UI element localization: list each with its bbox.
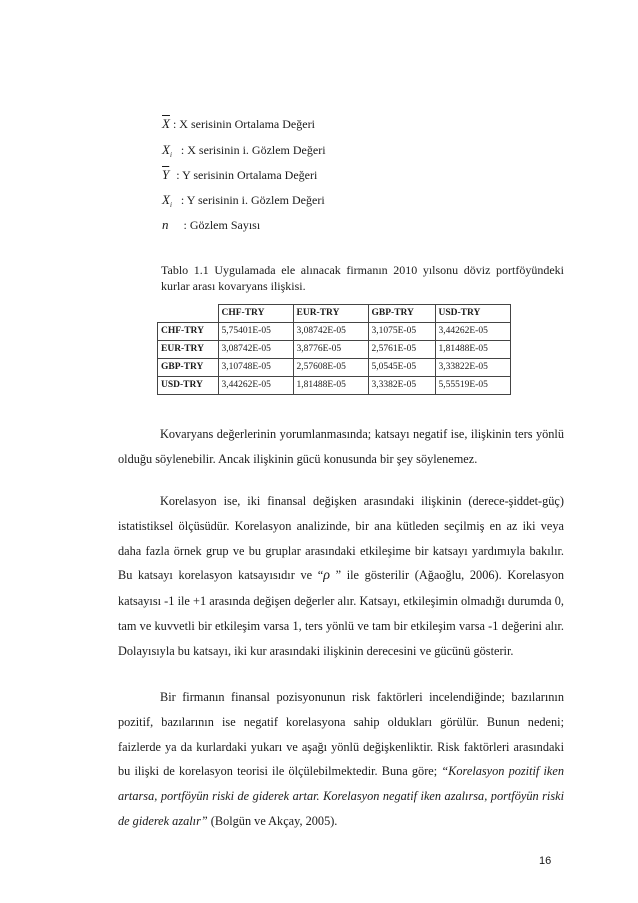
paragraph-text: Bir firmanın finansal pozisyonunun risk faktörleri incelendiğinde; bazılarının pozitif, bazılarının ise negatif korelasyona sahip oldukları görülür. Bunun nedeni; faizlerde ya da kurlardaki yukarı ve aşağı yönlü değişkenliktir. Risk faktörleri arasındaki bu ilişki de korelasyon teorisi ile ölçülebilmektedir. Buna göre; (118, 690, 564, 779)
column-header: CHF-TRY (218, 305, 293, 323)
paragraph-text: Korelasyon ise, iki finansal değişken arasındaki ilişkinin (derece-şiddet-güç) istatistiksel ölçüsüdür. Korelasyon analizinde, bir ana kütleden seçilmiş en az iki veya daha fazla örnek grup ve bu gruplar arasındaki etkileşime bir katsayı yardımıyla bakılır. Bu katsayı korelasyon katsayısıdır ve “ (118, 494, 564, 583)
subscript: i (169, 151, 172, 159)
rho-symbol: ρ (323, 568, 330, 584)
table-cell: 3,08742E-05 (293, 323, 368, 341)
paragraph-text: ” ile gösterilir (Ağaoğlu, 2006). Korelasyon katsayısı -1 ile +1 arasında değişen değerler alır. Katsayı, etkileşimin olmadığı durumda 0, tam ve kuvvetli bir etkileşim varsa 1, ters yönlü ve tam bir etkileşim varsa -1 değerini alır. Dolayısıyla bu katsayı, iki kur arasındaki ilişkinin derecesini ve gücünü gösterir. (118, 568, 565, 658)
paragraph-correlation (118, 489, 564, 664)
row-header: GBP-TRY (158, 359, 219, 377)
definition-n (162, 218, 260, 232)
definition-yi (162, 193, 325, 212)
table-cell: 2,57608E-05 (293, 359, 368, 377)
table-cell: 5,75401E-05 (218, 323, 293, 341)
definition-y-mean (162, 168, 317, 182)
table-cell: 3,10748E-05 (218, 359, 293, 377)
definition-text: : Y serisinin i. Gözlem Değeri (180, 193, 325, 207)
table-cell: 3,08742E-05 (218, 341, 293, 359)
table-cell: 3,44262E-05 (435, 323, 510, 341)
paragraph-quote: “Korelasyon pozitif iken artarsa, portföyün riski de giderek artar. Korelasyon negatif iken azalırsa, portföyün riski de giderek azalır” (118, 764, 564, 828)
column-header: EUR-TRY (293, 305, 368, 323)
covariance-table (157, 304, 511, 395)
table-row (158, 323, 511, 341)
table-caption: Tablo 1.1 Uygulamada ele alınacak firmanın 2010 yılsonu döviz portföyündeki kurlar arası kovaryans ilişkisi. (161, 263, 564, 293)
row-header: USD-TRY (158, 377, 219, 395)
row-header: EUR-TRY (158, 341, 219, 359)
table-row (158, 377, 511, 395)
table-cell: 3,44262E-05 (218, 377, 293, 395)
table-cell: 3,3382E-05 (368, 377, 435, 395)
table-cell: 3,8776E-05 (293, 341, 368, 359)
definition-x-mean (162, 117, 315, 131)
table-cell: 1,81488E-05 (435, 341, 510, 359)
paragraph-text: (Bolgün ve Akçay, 2005). (207, 813, 338, 828)
definition-text: : Y serisinin Ortalama Değeri (176, 168, 318, 182)
definition-text: : X serisinin Ortalama Değeri (172, 117, 315, 131)
paragraph-risk-factors (118, 685, 564, 834)
definition-xi (162, 143, 326, 162)
table-cell: 3,1075E-05 (368, 323, 435, 341)
definition-text: : Gözlem Sayısı (183, 218, 261, 232)
row-header: CHF-TRY (158, 323, 219, 341)
symbol: X (162, 192, 170, 207)
column-header: USD-TRY (435, 305, 510, 323)
table-header-row (158, 305, 511, 323)
column-header: GBP-TRY (368, 305, 435, 323)
table-row (158, 359, 511, 377)
table-cell: 2,5761E-05 (368, 341, 435, 359)
table-cell: 3,33822E-05 (435, 359, 510, 377)
paragraph-covariance: Kovaryans değerlerinin yorumlanmasında; katsayı negatif ise, ilişkinin ters yönlü olduğu söylenebilir. Ancak ilişkinin gücü konusunda bir şey söylenemez. (118, 427, 564, 466)
definition-text: : X serisinin i. Gözlem Değeri (180, 143, 326, 157)
table-corner (158, 305, 219, 323)
table-row (158, 341, 511, 359)
table-cell: 1,81488E-05 (293, 377, 368, 395)
subscript: i (169, 201, 172, 209)
page-number: 16 (539, 855, 552, 867)
symbol: n (162, 217, 169, 232)
symbol: X (162, 142, 170, 157)
table-cell: 5,55519E-05 (435, 377, 510, 395)
symbol: $\overline{Y}$ (162, 167, 170, 182)
table-cell: 5,0545E-05 (368, 359, 435, 377)
symbol: $\overline{X}$ (162, 116, 170, 131)
